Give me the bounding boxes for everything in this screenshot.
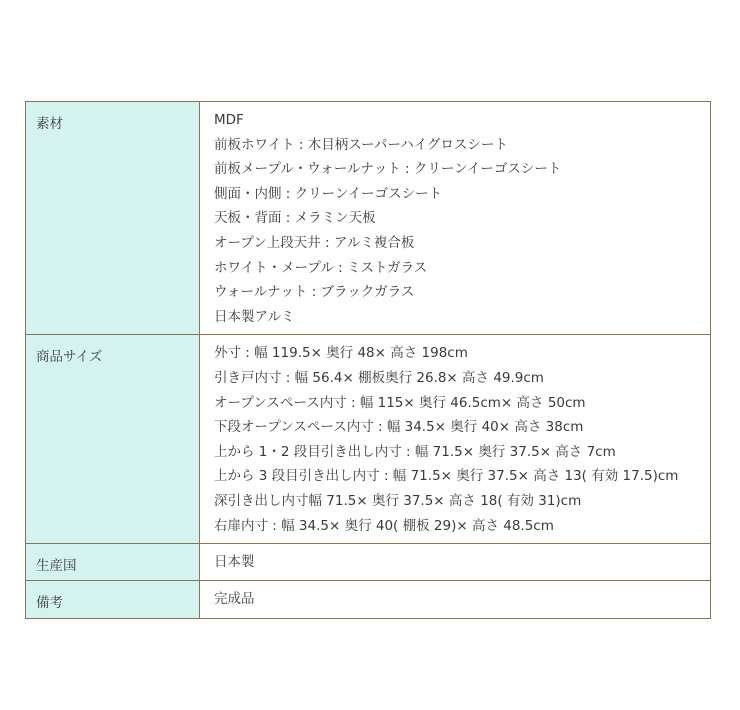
material-line: 前板メープル・ウォールナット : クリーンイーゴスシート [214, 161, 562, 178]
material-line: オープン上段天井 : アルミ複合板 [214, 234, 415, 251]
material-line: ホワイト・メープル : ミストガラス [214, 259, 428, 276]
material-line: 日本製アルミ [214, 308, 295, 325]
spec-row-size [26, 335, 711, 544]
material-line: 前板ホワイト : 木目柄スーパーハイグロスシート [214, 136, 508, 153]
spec-row-material [26, 102, 711, 335]
size-line: オープンスペース内寸 : 幅 115× 奥行 46.5cm× 高さ 50cm [214, 394, 586, 411]
spec-value-origin: 日本製 [200, 544, 711, 581]
size-line: 下段オープンスペース内寸 : 幅 34.5× 奥行 40× 高さ 38cm [214, 419, 584, 436]
material-line: 天板・背面 : メラミン天板 [214, 210, 376, 227]
spec-table [25, 101, 711, 619]
spec-label-size: 商品サイズ [26, 335, 200, 544]
size-line: 引き戸内寸 : 幅 56.4× 棚板奥行 26.8× 高さ 49.9cm [214, 369, 544, 386]
size-line: 上から 1・2 段目引き出し内寸 : 幅 71.5× 奥行 37.5× 高さ 7cm [214, 443, 616, 460]
size-line: 深引き出し内寸幅 71.5× 奥行 37.5× 高さ 18( 有効 31)cm [214, 492, 582, 509]
spec-label-notes: 備考 [26, 581, 200, 619]
spec-value-material [200, 102, 711, 335]
size-line: 右扉内寸 : 幅 34.5× 奥行 40( 棚板 29)× 高さ 48.5cm [214, 517, 554, 534]
spec-row-origin [26, 544, 711, 581]
spec-row-notes [26, 581, 711, 619]
spec-label-origin: 生産国 [26, 544, 200, 581]
size-line: 外寸 : 幅 119.5× 奥行 48× 高さ 198cm [214, 345, 468, 362]
spec-value-size [200, 335, 711, 544]
material-line: 側面・内側 : クリーンイーゴスシート [214, 185, 443, 202]
spec-value-notes: 完成品 [200, 581, 711, 619]
size-line: 上から 3 段目引き出し内寸 : 幅 71.5× 奥行 37.5× 高さ 13( 有効 17.5)cm [214, 468, 679, 485]
material-line: MDF [214, 112, 244, 128]
spec-label-material: 素材 [26, 102, 200, 335]
material-line: ウォールナット : ブラックガラス [214, 284, 415, 301]
